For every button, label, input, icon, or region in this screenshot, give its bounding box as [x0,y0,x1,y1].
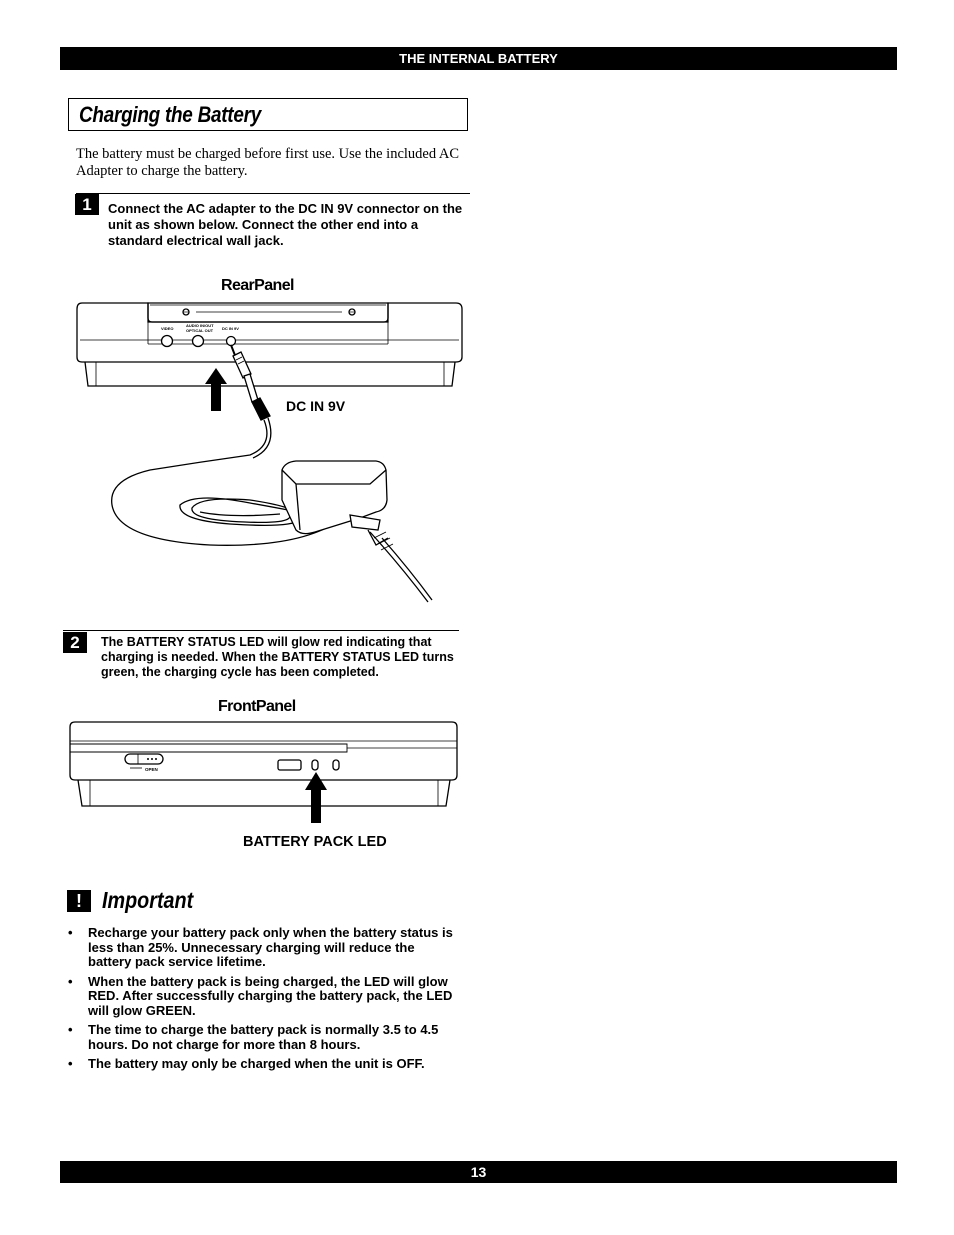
port-label-optical: OPTICAL OUT [186,328,214,333]
list-item: • When the battery pack is being charged, the LED will glow RED. After successfully charging the battery pack, the LED will glow GREEN. [68,973,453,1018]
intro-paragraph: The battery must be charged before first use. Use the included AC Adapter to charge the battery. [76,146,460,179]
open-switch-label: OPEN [145,767,158,772]
important-icon: ! [67,890,91,912]
step-2-text: The BATTERY STATUS LED will glow red indicating that charging is needed. When the BATTERY STATUS LED turns green, the charging cycle has been completed. [101,635,454,679]
footer-bar [60,1161,897,1183]
important-title: Important [102,887,194,913]
step-1-number: 1 [75,194,99,215]
header-title: THE INTERNAL BATTERY [399,51,558,66]
battery-led-callout: BATTERY PACK LED [243,834,387,850]
step-2-number: 2 [63,632,87,653]
list-item: • Recharge your battery pack only when the battery status is less than 25%. Unnecessary charging will reduce the battery pack service lifetime. [68,925,453,969]
port-label-dc-in: DC IN 9V [222,326,239,331]
port-label-video: VIDEO [161,326,174,331]
page-number: 13 [470,1164,487,1180]
important-list [66,926,461,1077]
dc-in-callout: DC IN 9V [286,398,346,414]
step-1-text: Connect the AC adapter to the DC IN 9V connector on the unit as shown below. Connect the other end into a standard electrical wall jack. [108,201,463,248]
list-item-text: Recharge your battery pack only when the battery status is less than 25%. Unnecessary charging will reduce the battery pack service lifetime. [88,925,453,969]
list-item-text: The time to charge the battery pack is normally 3.5 to 4.5 hours. Do not charge for more than 8 hours. [88,1022,439,1052]
rear-panel-label: RearPanel [221,277,294,294]
list-item: • The time to charge the battery pack is normally 3.5 to 4.5 hours. Do not charge for more than 8 hours. [68,1022,439,1052]
list-item: • The battery may only be charged when the unit is OFF. [68,1056,425,1071]
list-item-text: When the battery pack is being charged, the LED will glow RED. After successfully charging the battery pack, the LED will glow GREEN. [88,973,453,1018]
section-title: Charging the Battery [79,102,261,127]
port-label-audio: AUDIO IN/OUT [186,323,214,328]
list-item-text: The battery may only be charged when the unit is OFF. [88,1056,425,1071]
front-panel-label: FrontPanel [218,698,296,715]
